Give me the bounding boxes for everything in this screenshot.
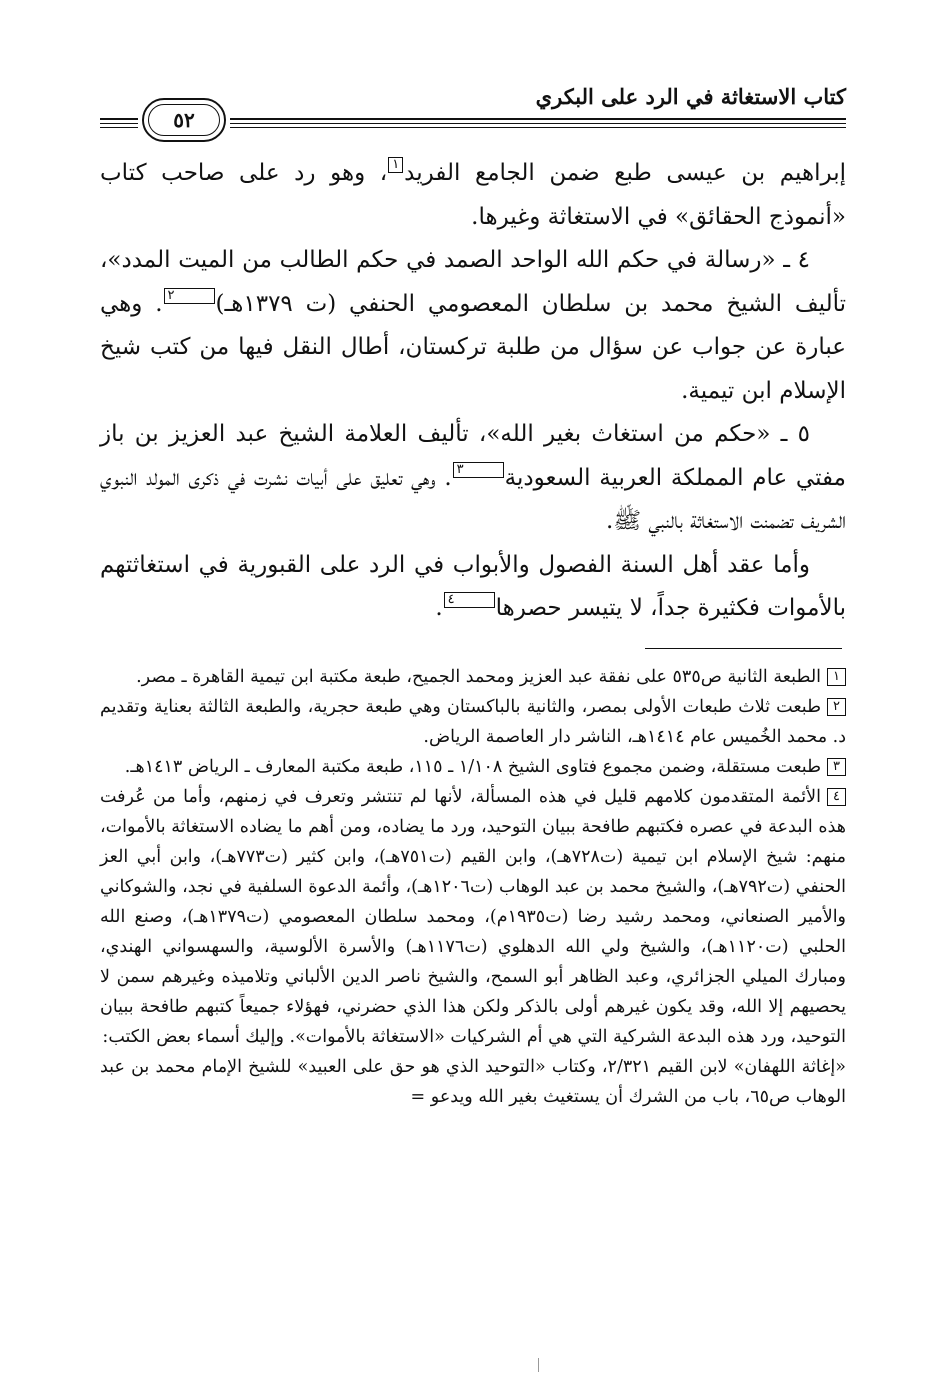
binding-mark bbox=[538, 1358, 541, 1372]
paragraph bbox=[100, 239, 846, 413]
footnote-text: الطبعة الثانية ص٥٣٥ على نفقة عبد العزيز ومحمد الجميح، طبعة مكتبة ابن تيمية القاهرة ـ مصر. bbox=[136, 667, 822, 687]
footnote-number: ٣ bbox=[827, 758, 846, 776]
footnote-text: الأئمة المتقدمون كلامهم قليل في هذه المسألة، لأنها لم تنتشر وتعرف في زمنهم، وأما من عُرفت هذه البدعة في عصره فكتبهم طافحة ببيان التوحيد، ورد ما يضاده، ومن أهم ما يضاده الاستغاثة بالأموات، منهم: شيخ الإسلام ابن تيمية (ت٧٢٨هـ)، وابن القيم (ت٧٥١هـ)، وابن كثير (ت٧٧٣هـ)، وابن أبي العز الحنفي (ت٧٩٢هـ)، والشيخ محمد بن عبد الوهاب (ت١٢٠٦هـ)، وأئمة الدعوة السلفية في نجد، والشوكاني والأمير الصنعاني، ومحمد رشيد رضا (ت١٩٣٥م)، ومحمد سلطان المعصومي (ت١٣٧٩هـ)، وصنع الله الحلبي (ت١١٢٠هـ)، والشيخ ولي الله الدهلوي (ت١١٧٦هـ) والأسرة الألوسية، والسهسواني الهندي، ومبارك الميلي الجزائري، وعبد الظاهر أبو السمح، والشيخ ناصر الدين الألباني وتلاميذه وغيرهم سمن لا يحصيهم إلا الله، وقد يكون غيرهم أولى بالذكر ولكن هذا الذي حضرني، فهؤلاء جميعاً كتبهم طافحة ببيان التوحيد، ورد هذه البدعة الشركية التي هي أم الشركيات «الاستغاثة بالأموات». وإليك أسماء بعض الكتب: bbox=[100, 787, 847, 1047]
footnote-number: ٢ bbox=[827, 698, 846, 716]
footnotes bbox=[100, 662, 846, 1112]
footnote-ref[interactable]: ١ bbox=[388, 157, 403, 173]
paragraph-text: وأما عقد أهل السنة الفصول والأبواب في الرد على القبورية في استغاثتهم بالأموات فكثيرة جداً، لا يتيسر حصرها bbox=[100, 551, 846, 621]
footnote bbox=[100, 692, 846, 752]
footnote-text: طبعت ثلاث طبعات الأولى بمصر، والثانية بالباكستان وهي طبعة حجرية، والطبعة الثالثة بعناية وتقديم د. محمد الخُميس عام ١٤١٤هـ، الناشر دار العاصمة الرياض. bbox=[100, 697, 846, 747]
page-number: ٥٢ bbox=[148, 104, 220, 136]
main-text bbox=[100, 152, 846, 631]
paragraph-text: . وهي تعليق على أبيات نشرت في ذكرى المولد النبوي الشريف تضمنت الاستغاثة بالنبي ﷺ. bbox=[100, 464, 846, 534]
footnote-text: «إغاثة اللهفان» لابن القيم ٢/٣٢١، وكتاب «التوحيد الذي هو حق على العبيد» للشيخ الإمام محمد بن عبد الوهاب ص٦٥، باب من الشرك أن يستغيث بغير الله ويدعو = bbox=[100, 1057, 846, 1107]
footnote-ref[interactable]: ٤ bbox=[444, 592, 495, 608]
header-rule bbox=[230, 118, 846, 120]
footnote-continuation bbox=[100, 1052, 846, 1112]
footnote-number: ١ bbox=[827, 668, 846, 686]
footnote bbox=[100, 662, 846, 692]
paragraph bbox=[100, 413, 846, 544]
page-number-badge bbox=[142, 98, 226, 142]
footnote bbox=[100, 752, 846, 782]
paragraph-text: ٥ ـ «حكم من استغاث بغير الله»، تأليف العلامة الشيخ عبد العزيز بن باز مفتي عام المملكة العربية السعودية bbox=[100, 421, 846, 491]
footnote-number: ٤ bbox=[827, 788, 846, 806]
page-header bbox=[100, 78, 846, 150]
footnote-ref[interactable]: ٣ bbox=[453, 462, 504, 478]
paragraph-text: ٤ ـ «رسالة في حكم الله الواحد الصمد في حكم الطالب من الميت المدد»، تأليف الشيخ محمد بن سلطان المعصومي الحنفي (ت ١٣٧٩هـ) bbox=[100, 247, 847, 317]
footnote bbox=[100, 782, 846, 1052]
paragraph-text: إبراهيم بن عيسى طبع ضمن الجامع الفريد bbox=[404, 160, 846, 186]
header-rule bbox=[230, 123, 846, 124]
paragraph-text: . bbox=[435, 595, 443, 621]
footnote-separator bbox=[645, 648, 842, 649]
header-rule bbox=[100, 123, 138, 124]
paragraph-text: ، وهو رد على صاحب كتاب «أنموذج الحقائق» في الاستغاثة وغيرها. bbox=[100, 160, 846, 230]
header-rule bbox=[100, 118, 138, 120]
running-title: كتاب الاستغاثة في الرد على البكري bbox=[535, 84, 846, 109]
header-rule bbox=[230, 127, 846, 128]
footnote-text: طبعت مستقلة، وضمن مجموع فتاوى الشيخ ١/١٠٨ ـ ١١٥، طبعة مكتبة المعارف ـ الرياض ١٤١٣هـ. bbox=[124, 757, 822, 777]
footnote-ref[interactable]: ٢ bbox=[164, 288, 215, 304]
paragraph-text: . وهي عبارة عن جواب عن سؤال من طلبة تركستان، أطال النقل فيها من كتب شيخ الإسلام ابن تيمية. bbox=[100, 290, 846, 404]
paragraph bbox=[100, 544, 846, 631]
paragraph bbox=[100, 152, 846, 239]
header-rule bbox=[100, 127, 138, 128]
